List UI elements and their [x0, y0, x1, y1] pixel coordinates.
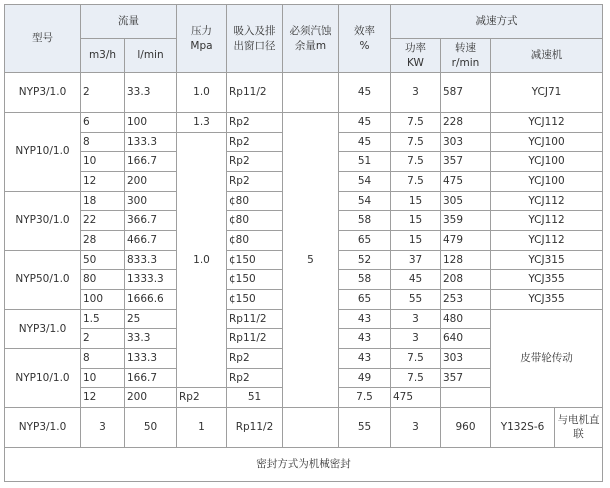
port-cell: Rp2: [227, 132, 283, 152]
power-cell: 7.5: [339, 388, 391, 408]
direct-coupling-note: 与电机直联: [555, 408, 603, 447]
port-cell: Rp11/2: [227, 73, 283, 112]
header-power-label: 功率: [405, 42, 426, 55]
flow-lmin-cell: 466.7: [125, 230, 177, 250]
seal-note: 密封方式为机械密封: [5, 447, 603, 481]
speed-cell: 960: [441, 408, 491, 447]
header-efficiency: [339, 5, 391, 73]
speed-cell: 305: [441, 191, 491, 211]
speed-cell: 357: [441, 368, 491, 388]
speed-cell: 208: [441, 270, 491, 290]
efficiency-cell: 49: [339, 368, 391, 388]
reducer-cell: YCJ100: [491, 171, 603, 191]
header-npsh: [283, 5, 339, 73]
port-cell: Rp2: [227, 349, 283, 369]
speed-cell: 475: [391, 388, 441, 408]
reducer-cell: YCJ100: [491, 132, 603, 152]
header-port-line2: 出窗口径: [233, 39, 276, 52]
power-cell: 7.5: [391, 132, 441, 152]
pressure-cell: 1: [177, 408, 227, 447]
flow-lmin-cell: 100: [125, 112, 177, 132]
port-cell: ¢80: [227, 230, 283, 250]
reducer-cell: YCJ112: [491, 230, 603, 250]
model-cell: NYP50/1.0: [5, 250, 81, 309]
speed-cell: 479: [441, 230, 491, 250]
npsh-cell: [283, 73, 339, 112]
port-cell: Rp2: [227, 368, 283, 388]
belt-drive-merged-cell: 皮带轮传动: [491, 309, 603, 407]
speed-cell: 480: [441, 309, 491, 329]
pump-spec-table: [4, 4, 603, 482]
efficiency-cell: 45: [339, 73, 391, 112]
port-cell: Rp2: [227, 152, 283, 172]
power-cell: 3: [391, 309, 441, 329]
flow-lmin-cell: 833.3: [125, 250, 177, 270]
flow-m3h-cell: 1.5: [81, 309, 125, 329]
efficiency-cell: 45: [339, 112, 391, 132]
power-cell: 3: [391, 329, 441, 349]
flow-m3h-cell: 50: [81, 250, 125, 270]
power-cell: 37: [391, 250, 441, 270]
header-model: 型号: [5, 5, 81, 73]
power-cell: 7.5: [391, 112, 441, 132]
power-cell: 3: [391, 408, 441, 447]
header-pressure-unit: Mpa: [190, 39, 213, 52]
flow-lmin-cell: 366.7: [125, 211, 177, 231]
model-cell: NYP3/1.0: [5, 408, 81, 447]
header-port-line1: 吸入及排: [233, 25, 276, 38]
flow-m3h-cell: 12: [81, 171, 125, 191]
flow-m3h-cell: 80: [81, 270, 125, 290]
power-cell: 7.5: [391, 349, 441, 369]
flow-lmin-cell: 133.3: [125, 349, 177, 369]
port-cell: ¢150: [227, 250, 283, 270]
flow-m3h-cell: 22: [81, 211, 125, 231]
model-cell: NYP10/1.0: [5, 112, 81, 191]
speed-cell: 128: [441, 250, 491, 270]
header-pressure: [177, 5, 227, 73]
efficiency-cell: 58: [339, 211, 391, 231]
header-power: [391, 39, 441, 73]
table-row: [5, 112, 603, 132]
efficiency-cell: 43: [339, 329, 391, 349]
flow-m3h-cell: 8: [81, 132, 125, 152]
port-cell: Rp11/2: [227, 309, 283, 329]
speed-cell: 359: [441, 211, 491, 231]
header-flow-lmin: l/min: [125, 39, 177, 73]
efficiency-cell: 55: [339, 408, 391, 447]
flow-m3h-cell: 10: [81, 368, 125, 388]
reducer-cell: YCJ71: [491, 73, 603, 112]
flow-m3h-cell: 2: [81, 73, 125, 112]
efficiency-cell: 58: [339, 270, 391, 290]
power-cell: 45: [391, 270, 441, 290]
flow-m3h-cell: 100: [81, 290, 125, 310]
port-cell: Rp11/2: [227, 329, 283, 349]
port-cell: ¢80: [227, 211, 283, 231]
flow-lmin-cell: 1333.3: [125, 270, 177, 290]
flow-lmin-cell: 1666.6: [125, 290, 177, 310]
flow-lmin-cell: 25: [125, 309, 177, 329]
power-cell: 7.5: [391, 171, 441, 191]
header-speed-label: 转速: [455, 42, 476, 55]
header-flow: 流量: [81, 5, 177, 39]
flow-lmin-cell: 200: [125, 171, 177, 191]
header-flow-m3h: m3/h: [81, 39, 125, 73]
header-pressure-label: 压力: [191, 25, 212, 38]
efficiency-cell: 43: [339, 349, 391, 369]
flow-lmin-cell: 50: [125, 408, 177, 447]
efficiency-cell: 54: [339, 191, 391, 211]
efficiency-cell: 43: [339, 309, 391, 329]
header-port: [227, 5, 283, 73]
table-row: [5, 73, 603, 112]
reducer-cell: YCJ355: [491, 290, 603, 310]
npsh-merged-cell: 5: [283, 112, 339, 407]
flow-lmin-cell: 166.7: [125, 368, 177, 388]
header-speed-unit: r/min: [451, 56, 480, 69]
flow-m3h-cell: 10: [81, 152, 125, 172]
power-cell: 3: [391, 73, 441, 112]
flow-m3h-cell: 6: [81, 112, 125, 132]
flow-m3h-cell: 3: [81, 408, 125, 447]
pressure-merged-cell: 1.0: [177, 132, 227, 388]
flow-lmin-cell: 33.3: [125, 73, 177, 112]
port-cell: Rp11/2: [227, 408, 283, 447]
header-efficiency-unit: %: [359, 39, 370, 52]
speed-cell: 640: [441, 329, 491, 349]
efficiency-cell: 51: [227, 388, 283, 408]
flow-lmin-cell: 200: [125, 388, 177, 408]
speed-cell: 303: [441, 349, 491, 369]
port-cell: ¢150: [227, 270, 283, 290]
flow-m3h-cell: 2: [81, 329, 125, 349]
flow-m3h-cell: 8: [81, 349, 125, 369]
header-npsh-line1: 必须汽蚀: [289, 25, 332, 38]
port-cell: ¢150: [227, 290, 283, 310]
speed-cell: 587: [441, 73, 491, 112]
flow-lmin-cell: 33.3: [125, 329, 177, 349]
reducer-cell: YCJ112: [491, 112, 603, 132]
efficiency-cell: 65: [339, 290, 391, 310]
speed-cell: 228: [441, 112, 491, 132]
reducer-cell: YCJ112: [491, 191, 603, 211]
power-cell: 15: [391, 230, 441, 250]
speed-cell: 303: [441, 132, 491, 152]
efficiency-cell: 52: [339, 250, 391, 270]
port-cell: Rp2: [227, 171, 283, 191]
reducer-cell: YCJ315: [491, 250, 603, 270]
model-cell: NYP10/1.0: [5, 349, 81, 408]
reducer-cell: YCJ355: [491, 270, 603, 290]
header-speed: [441, 39, 491, 73]
flow-lmin-cell: 166.7: [125, 152, 177, 172]
power-cell: 15: [391, 211, 441, 231]
model-cell: NYP3/1.0: [5, 309, 81, 348]
reducer-cell: Y132S-6: [491, 408, 555, 447]
speed-cell: 253: [441, 290, 491, 310]
power-cell: 55: [391, 290, 441, 310]
port-cell: ¢80: [227, 191, 283, 211]
efficiency-cell: 54: [339, 171, 391, 191]
header-reducer: 减速机: [491, 39, 603, 73]
flow-lmin-cell: 133.3: [125, 132, 177, 152]
speed-cell: 475: [441, 171, 491, 191]
header-npsh-line2: 余量m: [294, 39, 327, 52]
flow-m3h-cell: 28: [81, 230, 125, 250]
model-cell: NYP30/1.0: [5, 191, 81, 250]
port-cell: Rp2: [177, 388, 227, 408]
efficiency-cell: 65: [339, 230, 391, 250]
flow-lmin-cell: 300: [125, 191, 177, 211]
reducer-cell: YCJ100: [491, 152, 603, 172]
efficiency-cell: 51: [339, 152, 391, 172]
header-power-unit: KW: [407, 56, 424, 69]
power-cell: 7.5: [391, 152, 441, 172]
flow-m3h-cell: 18: [81, 191, 125, 211]
pressure-cell: 1.3: [177, 112, 227, 132]
footer-row: [5, 447, 603, 481]
model-cell: NYP3/1.0: [5, 73, 81, 112]
header-drive: 减速方式: [391, 5, 603, 39]
npsh-cell: [283, 408, 339, 447]
efficiency-cell: 45: [339, 132, 391, 152]
table-row: [5, 408, 603, 447]
flow-m3h-cell: 12: [81, 388, 125, 408]
speed-cell: 357: [441, 152, 491, 172]
reducer-cell: YCJ112: [491, 211, 603, 231]
power-cell: 7.5: [391, 368, 441, 388]
pressure-cell: 1.0: [177, 73, 227, 112]
header-efficiency-label: 效率: [354, 25, 375, 38]
port-cell: Rp2: [227, 112, 283, 132]
power-cell: 15: [391, 191, 441, 211]
